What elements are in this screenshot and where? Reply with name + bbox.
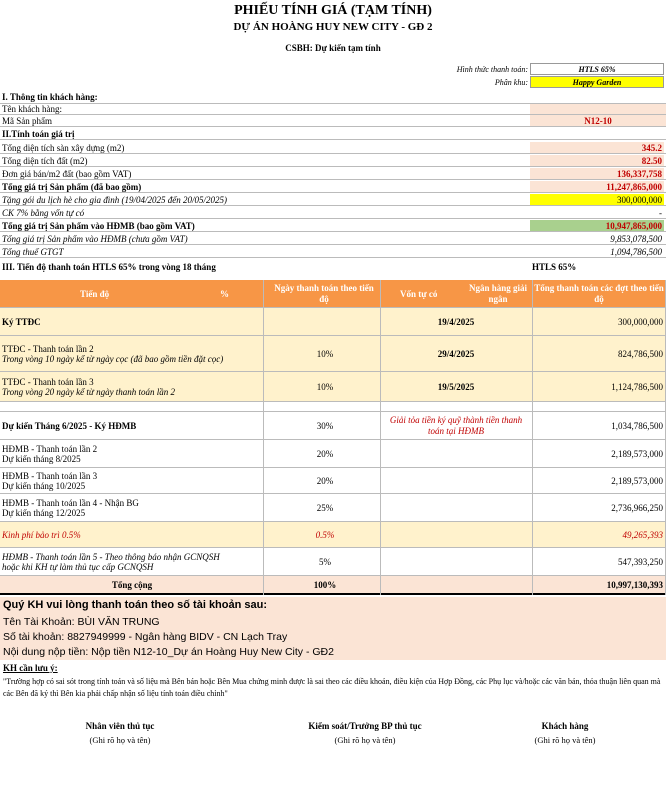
customer-name-row xyxy=(0,103,666,115)
payment-method-label: Hình thức thanh toán: xyxy=(456,65,528,74)
schedule-row-amount: 1,124,786,500 xyxy=(611,381,663,392)
floor-area-row xyxy=(0,142,666,154)
schedule-row-percent: 5% xyxy=(319,556,331,567)
schedule-row xyxy=(0,412,666,440)
contract-value-no-vat-value: 9,853,078,500 xyxy=(610,233,662,244)
schedule-row-desc xyxy=(2,468,262,493)
section3-title: III. Tiến độ thanh toán HTLS 65% trong vòng 18 tháng xyxy=(2,261,216,272)
schedule-row-amount: 1,034,786,500 xyxy=(611,420,663,431)
schedule-row-desc xyxy=(2,440,262,467)
contract-value-no-vat-row xyxy=(0,233,666,245)
land-area-label: Tổng diện tích đất (m2) xyxy=(2,155,88,166)
schedule-spacer xyxy=(0,402,666,412)
header-total: Tổng thanh toán các đợt theo tiến độ xyxy=(534,282,664,304)
discount-label: CK 7% bằng vốn tự có xyxy=(2,207,85,218)
total-value-label: Tổng giá trị Sản phẩm (đã bao gồm) xyxy=(2,181,142,192)
customer-name-value xyxy=(530,104,666,114)
page-title: PHIẾU TÍNH GIÁ (TẠM TÍNH) xyxy=(234,3,432,18)
schedule-row-date: 19/4/2025 xyxy=(437,316,475,327)
account-number: Số tài khoản: 8827949999 - Ngân hàng BIDV - CN Lạch Tray xyxy=(3,631,288,643)
schedule-row xyxy=(0,372,666,402)
schedule-row-title: TTĐC - Thanh toán lần 3 xyxy=(2,376,94,387)
transfer-content: Nội dung nộp tiền: Nộp tiền N12-10_Dự án Hoàng Huy New City - GĐ2 xyxy=(3,646,334,658)
floor-area-value: 345.2 xyxy=(530,142,664,153)
schedule-row-desc xyxy=(2,548,282,575)
schedule-row-desc xyxy=(2,372,262,401)
section1-title: I. Thông tin khách hàng: xyxy=(2,92,98,102)
land-area-value: 82.50 xyxy=(530,155,664,166)
schedule-row-date: 19/5/2025 xyxy=(437,381,475,392)
schedule-row xyxy=(0,468,666,494)
schedule-row xyxy=(0,548,666,576)
bank-info-box xyxy=(0,597,666,660)
schedule-row-desc xyxy=(2,336,262,371)
schedule-row-subtitle: Dự kiến tháng 12/2025 xyxy=(2,507,86,518)
travel-gift-row xyxy=(0,194,666,206)
product-code-row xyxy=(0,115,666,127)
section3-plan: HTLS 65% xyxy=(532,261,577,272)
contract-value-row xyxy=(0,220,666,232)
discount-value: - xyxy=(659,207,662,218)
schedule-row-amount: 2,736,966,250 xyxy=(611,502,663,513)
schedule-row-title: Kinh phí bảo trì 0.5% xyxy=(2,529,81,540)
schedule-row xyxy=(0,522,666,548)
schedule-row-amount: 300,000,000 xyxy=(618,316,663,327)
sales-policy: CSBH: Dự kiến tạm tính xyxy=(285,43,381,53)
travel-gift-value: 300,000,000 xyxy=(530,194,664,205)
schedule-row-subtitle: Dự kiến tháng 8/2025 xyxy=(2,453,81,464)
floor-area-label: Tổng diện tích sàn xây dựng (m2) xyxy=(2,142,125,153)
schedule-row-amount: 2,189,573,000 xyxy=(611,448,663,459)
schedule-row xyxy=(0,494,666,522)
schedule-total-row xyxy=(0,576,666,595)
schedule-row xyxy=(0,336,666,372)
contract-value-no-vat-label: Tổng giá trị Sản phẩm vào HĐMB (chưa gồm VAT) xyxy=(2,233,188,244)
schedule-row-amount: 49,265,393 xyxy=(622,529,663,540)
schedule-row-percent: 0.5% xyxy=(315,529,335,540)
discount-row xyxy=(0,207,666,219)
col-divider xyxy=(380,280,381,595)
schedule-total-label: Tổng cộng xyxy=(111,579,153,590)
zone-value: Happy Garden xyxy=(530,76,664,88)
schedule-total-percent: 100% xyxy=(313,579,337,590)
schedule-row-percent: 20% xyxy=(316,475,334,486)
schedule-row-title: TTĐC - Thanh toán lần 2 xyxy=(2,343,94,354)
signature-supervisor-role: Kiểm soát/Trưởng BP thủ tục xyxy=(308,721,422,731)
unit-price-row xyxy=(0,168,666,180)
header-own-capital: Vốn tự có xyxy=(400,288,438,299)
schedule-row-percent: 10% xyxy=(316,381,334,392)
escrow-note: Giải tỏa tiền ký quỹ thành tiền thanh toán tại HĐMB xyxy=(389,415,523,436)
product-code-value: N12-10 xyxy=(530,115,666,126)
unit-price-value: 136,337,758 xyxy=(530,168,664,179)
schedule-row-percent: 30% xyxy=(316,420,334,431)
account-name: Tên Tài Khoản: BÙI VĂN TRUNG xyxy=(3,616,160,628)
col-divider xyxy=(532,280,533,595)
section1-title-row xyxy=(0,91,666,103)
header-progress: Tiến độ xyxy=(80,288,110,299)
schedule-total-amount: 10,997,130,393 xyxy=(606,579,663,590)
schedule-row-title: HĐMB - Thanh toán lần 3 xyxy=(2,470,98,481)
section3-title-row xyxy=(0,260,666,273)
schedule-row-amount: 2,189,573,000 xyxy=(611,475,663,486)
note-title: KH cần lưu ý: xyxy=(3,663,58,673)
section2-title: II.Tính toán giá trị xyxy=(2,128,75,139)
signature-staff-role: Nhân viên thủ tục xyxy=(85,721,155,731)
signature-customer-hint: (Ghi rõ họ và tên) xyxy=(534,735,596,745)
schedule-row-subtitle: Dự kiến tháng 10/2025 xyxy=(2,480,86,491)
schedule-row-title: HĐMB - Thanh toán lần 5 - Theo thông báo nhận GCNQSH xyxy=(2,551,220,562)
zone-label: Phân khu: xyxy=(494,78,528,87)
header-percent: % xyxy=(220,288,229,299)
schedule-row-percent: 25% xyxy=(316,502,334,513)
schedule-row-percent: 20% xyxy=(316,448,334,459)
signature-customer-role: Khách hàng xyxy=(541,721,589,731)
vat-total-value: 1,094,786,500 xyxy=(610,246,662,257)
schedule-row-amount: 824,786,500 xyxy=(618,348,663,359)
payment-schedule-table xyxy=(0,280,666,595)
schedule-row-desc xyxy=(2,494,262,521)
travel-gift-label: Tặng gói du lịch hè cho gia đình (19/04/2025 đến 20/05/2025) xyxy=(2,194,227,205)
product-code-label: Mã Sản phẩm xyxy=(2,115,52,126)
col-divider xyxy=(263,280,264,595)
total-value-row xyxy=(0,181,666,193)
schedule-row-title: HĐMB - Thanh toán lần 4 - Nhận BG xyxy=(2,497,139,508)
signature-staff-hint: (Ghi rõ họ và tên) xyxy=(89,735,151,745)
customer-name-label: Tên khách hàng: xyxy=(2,104,62,114)
schedule-row-percent: 10% xyxy=(316,348,334,359)
payment-method-value: HTLS 65% xyxy=(530,63,664,75)
schedule-header xyxy=(0,280,666,308)
header-bank: Ngân hàng giải ngân xyxy=(468,282,528,304)
schedule-row-subtitle: Trong vòng 10 ngày kể từ ngày cọc (đã bao gồm tiền đặt cọc) xyxy=(2,353,224,364)
schedule-row-title: HĐMB - Thanh toán lần 2 xyxy=(2,443,98,454)
section2-title-row xyxy=(0,128,666,140)
schedule-row-subtitle: Trong vòng 20 ngày kể từ ngày thanh toán lần 2 xyxy=(2,386,176,397)
unit-price-label: Đơn giá bán/m2 đất (bao gồm VAT) xyxy=(2,168,132,179)
header-date: Ngày thanh toán theo tiến độ xyxy=(274,282,374,304)
schedule-row-amount: 547,393,250 xyxy=(618,556,663,567)
schedule-row-date: 29/4/2025 xyxy=(437,348,475,359)
schedule-row-title: Ký TTĐC xyxy=(2,316,41,327)
schedule-row xyxy=(0,440,666,468)
vat-total-row xyxy=(0,246,666,258)
land-area-row xyxy=(0,155,666,167)
total-value-value: 11,247,865,000 xyxy=(530,181,664,192)
schedule-row xyxy=(0,308,666,336)
note-text: "Trường hợp có sai sót trong tính toán và số liệu mà Bên bán hoặc Bên Mua chứng minh được là sai theo các điều khoản, điều kiện của Hợp Đồng, các Phụ lục và/hoặc các văn bản, thỏa thuận liên quan mà các Bên đã ký thì Bên kia phải chấp nhận số liệu tính toán điều chỉnh" xyxy=(3,677,661,698)
contract-value-label: Tổng giá trị Sản phẩm vào HĐMB (bao gồm VAT) xyxy=(2,220,195,231)
signature-supervisor-hint: (Ghi rõ họ và tên) xyxy=(334,735,396,745)
project-subtitle: DỰ ÁN HOÀNG HUY NEW CITY - GĐ 2 xyxy=(233,21,433,33)
schedule-row-title: Dự kiến Tháng 6/2025 - Ký HĐMB xyxy=(2,420,137,431)
contract-value-value: 10,947,865,000 xyxy=(530,220,664,231)
bank-info-title: Quý KH vui lòng thanh toán theo số tài khoản sau: xyxy=(3,599,268,611)
vat-total-label: Tổng thuế GTGT xyxy=(2,246,64,257)
schedule-row-subtitle: hoặc khi KH tự làm thủ tục cấp GCNQSH xyxy=(2,561,154,572)
